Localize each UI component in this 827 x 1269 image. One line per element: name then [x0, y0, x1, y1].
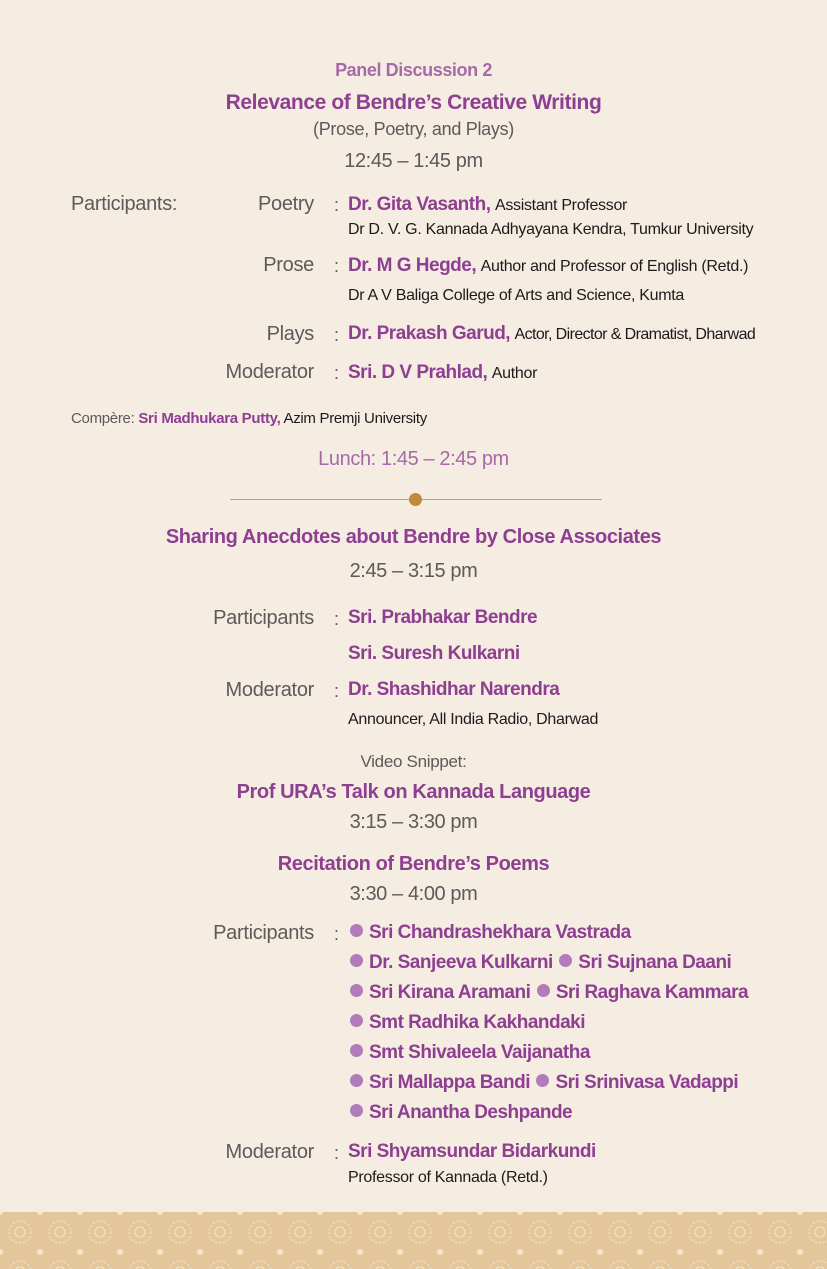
video-label: Video Snippet:	[360, 752, 467, 771]
recitation-row-1	[348, 922, 631, 944]
recitation-row-5	[348, 1042, 590, 1064]
participant-desc: Actor, Director & Dramatist, Dharwad	[514, 326, 756, 343]
anecdotes-participants-label: Participants	[213, 607, 314, 629]
participant-name: Dr. Gita Vasanth,	[348, 194, 491, 215]
bullet-icon	[537, 984, 550, 997]
recitation-participant: Smt Radhika Kakhandaki	[369, 1012, 586, 1033]
anecdotes-title: Sharing Anecdotes about Bendre by Close Associates	[165, 526, 662, 548]
anecdotes-participant-2: Sri. Suresh Kulkarni	[348, 643, 520, 664]
compere-name: Sri Madhukara Putty,	[138, 410, 281, 427]
footer-pattern-band	[0, 1212, 827, 1269]
colon: :	[334, 609, 340, 629]
recitation-row-4	[348, 1012, 585, 1034]
participant-name: Dr. Prakash Garud,	[348, 323, 511, 344]
anecdotes-moderator-label: Moderator	[225, 679, 314, 701]
bullet-icon	[350, 1014, 363, 1027]
recitation-row-7	[348, 1102, 572, 1124]
recitation-moderator-label: Moderator	[225, 1141, 314, 1163]
recitation-participant: Sri Kirana Aramani	[369, 982, 531, 1003]
lunch-time: Lunch: 1:45 – 2:45 pm	[318, 448, 509, 470]
participant-name: Dr. M G Hegde,	[348, 255, 477, 276]
recitation-moderator-desc: Professor of Kannada (Retd.)	[348, 1169, 548, 1186]
recitation-row-2	[348, 952, 731, 974]
compere-line	[71, 410, 427, 427]
participant-poetry	[348, 194, 627, 216]
recitation-participant: Smt Shivaleela Vaijanatha	[369, 1042, 590, 1063]
recitation-participant: Sri Sujnana Daani	[578, 952, 732, 973]
bullet-icon	[350, 984, 363, 997]
panel-time: 12:45 – 1:45 pm	[344, 150, 483, 172]
recitation-participant: Sri Srinivasa Vadappi	[555, 1072, 739, 1093]
anecdotes-time: 2:45 – 3:15 pm	[349, 560, 478, 582]
colon: :	[334, 256, 340, 276]
participant-prose	[348, 255, 748, 277]
anecdotes-moderator-name: Dr. Shashidhar Narendra	[348, 679, 560, 700]
role-plays: Plays	[266, 323, 314, 345]
recitation-moderator-name: Sri Shyamsundar Bidarkundi	[348, 1141, 596, 1162]
bullet-icon	[350, 1104, 363, 1117]
participant-name: Sri. D V Prahlad,	[348, 362, 488, 383]
bullet-icon	[350, 1044, 363, 1057]
bullet-icon	[559, 954, 572, 967]
colon: :	[334, 924, 340, 944]
anecdotes-participant-1: Sri. Prabhakar Bendre	[348, 607, 538, 628]
recitation-participant: Sri Raghava Kammara	[555, 982, 749, 1003]
panel-title: Relevance of Bendre’s Creative Writing	[225, 91, 602, 114]
panel-subtitle: (Prose, Poetry, and Plays)	[313, 119, 514, 139]
recitation-time: 3:30 – 4:00 pm	[349, 883, 478, 905]
participant-affiliation: Dr D. V. G. Kannada Adhyayana Kendra, Tumkur University	[348, 221, 754, 238]
role-moderator: Moderator	[225, 361, 314, 383]
bullet-icon	[536, 1074, 549, 1087]
compere-label: Compère:	[71, 410, 135, 427]
video-title: Prof URA’s Talk on Kannada Language	[236, 781, 591, 803]
recitation-participant: Sri Chandrashekhara Vastrada	[369, 922, 631, 943]
role-prose: Prose	[263, 254, 314, 276]
recitation-participants-label: Participants	[213, 922, 314, 944]
recitation-title: Recitation of Bendre’s Poems	[277, 853, 550, 875]
recitation-participant: Sri Anantha Deshpande	[369, 1102, 573, 1123]
colon: :	[334, 195, 340, 215]
recitation-participant: Dr. Sanjeeva Kulkarni	[369, 952, 553, 973]
recitation-row-3	[348, 982, 748, 1004]
divider-dot-icon	[409, 493, 422, 506]
participant-desc: Author and Professor of English (Retd.)	[480, 258, 749, 275]
panel-label: Panel Discussion 2	[335, 60, 492, 80]
role-poetry: Poetry	[257, 193, 314, 215]
recitation-participant: Sri Mallappa Bandi	[369, 1072, 530, 1093]
colon: :	[334, 1143, 340, 1163]
bullet-icon	[350, 924, 363, 937]
colon: :	[334, 325, 340, 345]
recitation-row-6	[348, 1072, 738, 1094]
footer-rangoli-pattern-icon	[0, 1212, 827, 1269]
anecdotes-moderator-desc: Announcer, All India Radio, Dharwad	[348, 711, 599, 728]
bullet-icon	[350, 954, 363, 967]
participant-desc: Assistant Professor	[494, 197, 628, 214]
compere-desc: Azim Premji University	[283, 410, 427, 427]
participant-plays	[348, 323, 755, 345]
video-time: 3:15 – 3:30 pm	[349, 811, 478, 833]
colon: :	[334, 363, 340, 383]
bullet-icon	[350, 1074, 363, 1087]
colon: :	[334, 681, 340, 701]
participant-affiliation: Dr A V Baliga College of Arts and Science, Kumta	[348, 287, 685, 304]
participants-label: Participants:	[71, 193, 178, 215]
participant-desc: Author	[491, 365, 538, 382]
participant-moderator	[348, 362, 537, 384]
